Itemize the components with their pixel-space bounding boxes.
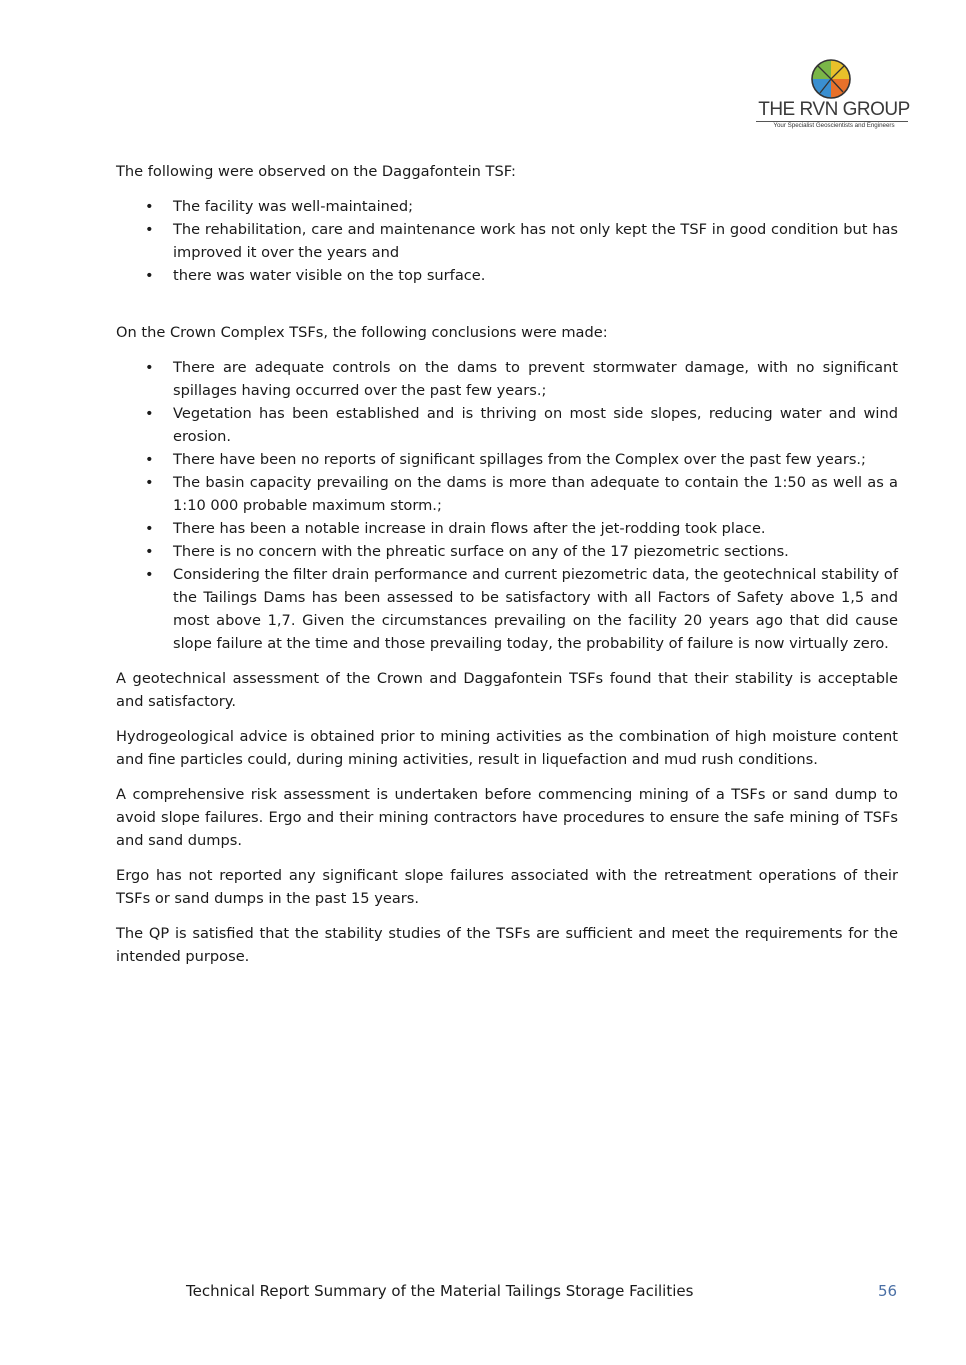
logo-name: THE RVN GROUP bbox=[758, 99, 910, 120]
list-item: • Vegetation has been established and is thriving on most side slopes, reducing water and wind erosion. bbox=[173, 402, 898, 448]
list-item: • There is no concern with the phreatic surface on any of the 17 piezometric sections. bbox=[173, 540, 898, 563]
paragraph: A geotechnical assessment of the Crown and Daggafontein TSFs found that their stability is acceptable and satisfactory. bbox=[116, 670, 898, 710]
document-body bbox=[116, 160, 898, 980]
paragraph: Hydrogeological advice is obtained prior to mining activities as the combination of high moisture content and fine particles could, during mining activities, result in liquefaction and mud rush conditions. bbox=[116, 728, 898, 768]
crown-intro: On the Crown Complex TSFs, the following conclusions were made: bbox=[116, 324, 608, 341]
list-item: • there was water visible on the top surface. bbox=[173, 264, 898, 287]
daggafontein-intro: The following were observed on the Daggafontein TSF: bbox=[116, 163, 516, 180]
paragraph: A comprehensive risk assessment is undertaken before commencing mining of a TSFs or sand dump to avoid slope failures. Ergo and their mining contractors have procedures to ensure the safe mining of TSFs and sand dumps. bbox=[116, 786, 898, 849]
crown-conclusions-list bbox=[116, 356, 898, 655]
list-item: • The basin capacity prevailing on the dams is more than adequate to contain the 1:50 as well as a 1:10 000 probable maximum storm.; bbox=[173, 471, 898, 517]
list-item: • There has been a notable increase in drain flows after the jet-rodding took place. bbox=[173, 517, 898, 540]
list-item: • The rehabilitation, care and maintenance work has not only kept the TSF in good condition but has improved it over the years and bbox=[173, 218, 898, 264]
rvn-logo-icon bbox=[810, 58, 852, 100]
paragraph: The QP is satisfied that the stability studies of the TSFs are sufficient and meet the requirements for the intended purpose. bbox=[116, 925, 898, 965]
paragraph: Ergo has not reported any significant slope failures associated with the retreatment operations of their TSFs or sand dumps in the past 15 years. bbox=[116, 867, 898, 907]
list-item: • There have been no reports of significant spillages from the Complex over the past few years.; bbox=[173, 448, 898, 471]
list-item: • Considering the filter drain performance and current piezometric data, the geotechnical stability of the Tailings Dams has been assessed to be satisfactory with all Factors of Safety above 1,5 and most above 1,7. Given the circumstances prevailing on the facility 20 years ago that did cause slope failure at the time and those prevailing today, the probability of failure is now virtually zero. bbox=[173, 563, 898, 655]
list-item: • There are adequate controls on the dams to prevent stormwater damage, with no significant spillages having occurred over the past few years.; bbox=[173, 356, 898, 402]
page-number: 56 bbox=[878, 1282, 898, 1300]
list-item: • The facility was well-maintained; bbox=[173, 195, 898, 218]
company-logo bbox=[754, 58, 914, 134]
footer-report-title: Technical Report Summary of the Material Tailings Storage Facilities bbox=[186, 1282, 694, 1300]
section-spacer bbox=[116, 299, 898, 321]
daggafontein-observations-list bbox=[116, 195, 898, 287]
logo-tagline: Your Specialist Geoscientists and Engineers bbox=[773, 122, 895, 129]
